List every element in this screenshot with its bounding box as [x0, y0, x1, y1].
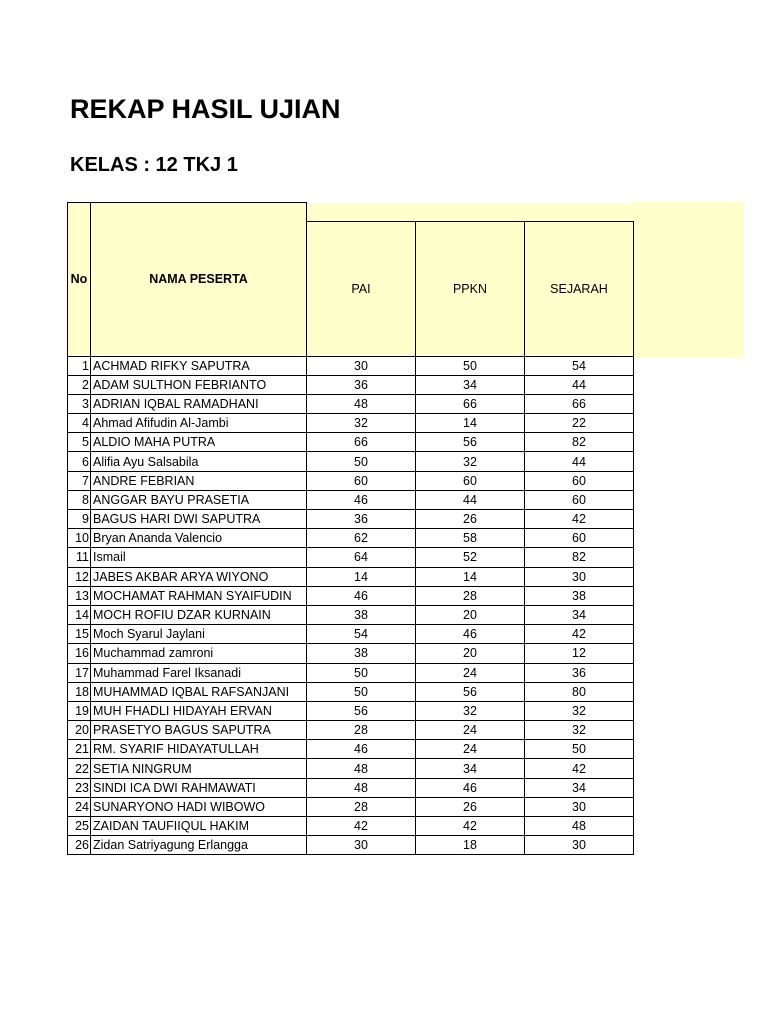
- cell-name: Muhammad Farel Iksanadi: [91, 663, 307, 682]
- table-row: [68, 375, 634, 394]
- cell-no: 26: [68, 836, 91, 855]
- cell-name: Moch Syarul Jaylani: [91, 625, 307, 644]
- cell-no: 2: [68, 375, 91, 394]
- cell-pai: 62: [307, 529, 416, 548]
- table-row: [68, 471, 634, 490]
- table-row: [68, 586, 634, 605]
- cell-no: 23: [68, 778, 91, 797]
- table-row: [68, 605, 634, 624]
- cell-pai: 14: [307, 567, 416, 586]
- cell-sejarah: 42: [525, 759, 634, 778]
- cell-pai: 46: [307, 490, 416, 509]
- cell-no: 20: [68, 721, 91, 740]
- cell-sejarah: 32: [525, 701, 634, 720]
- cell-pai: 50: [307, 663, 416, 682]
- cell-name: ANGGAR BAYU PRASETIA: [91, 490, 307, 509]
- cell-pai: 46: [307, 740, 416, 759]
- cell-ppkn: 20: [416, 644, 525, 663]
- cell-name: Ismail: [91, 548, 307, 567]
- table-row: [68, 778, 634, 797]
- results-table: [67, 202, 634, 855]
- cell-sejarah: 22: [525, 414, 634, 433]
- cell-pai: 28: [307, 721, 416, 740]
- cell-no: 10: [68, 529, 91, 548]
- cell-pai: 54: [307, 625, 416, 644]
- cell-pai: 56: [307, 701, 416, 720]
- cell-name: SUNARYONO HADI WIBOWO: [91, 797, 307, 816]
- cell-ppkn: 32: [416, 452, 525, 471]
- cell-pai: 48: [307, 778, 416, 797]
- cell-pai: 38: [307, 644, 416, 663]
- cell-name: MUH FHADLI HIDAYAH ERVAN: [91, 701, 307, 720]
- cell-no: 8: [68, 490, 91, 509]
- cell-ppkn: 24: [416, 740, 525, 759]
- cell-ppkn: 44: [416, 490, 525, 509]
- cell-name: Muchammad zamroni: [91, 644, 307, 663]
- cell-sejarah: 30: [525, 836, 634, 855]
- table-row: [68, 721, 634, 740]
- cell-ppkn: 56: [416, 682, 525, 701]
- cell-sejarah: 38: [525, 586, 634, 605]
- cell-sejarah: 42: [525, 625, 634, 644]
- cell-name: MOCHAMAT RAHMAN SYAIFUDIN: [91, 586, 307, 605]
- cell-no: 1: [68, 356, 91, 375]
- cell-pai: 50: [307, 452, 416, 471]
- cell-ppkn: 14: [416, 414, 525, 433]
- header-subject-group: [307, 203, 634, 222]
- cell-sejarah: 80: [525, 682, 634, 701]
- cell-sejarah: 48: [525, 817, 634, 836]
- cell-name: SINDI ICA DWI RAHMAWATI: [91, 778, 307, 797]
- cell-no: 9: [68, 510, 91, 529]
- cell-no: 5: [68, 433, 91, 452]
- table-row: [68, 414, 634, 433]
- cell-sejarah: 54: [525, 356, 634, 375]
- cell-ppkn: 50: [416, 356, 525, 375]
- cell-sejarah: 30: [525, 567, 634, 586]
- cell-pai: 48: [307, 759, 416, 778]
- cell-ppkn: 46: [416, 625, 525, 644]
- cell-sejarah: 82: [525, 548, 634, 567]
- cell-ppkn: 26: [416, 797, 525, 816]
- cell-sejarah: 42: [525, 510, 634, 529]
- cell-name: MUHAMMAD IQBAL RAFSANJANI: [91, 682, 307, 701]
- cell-ppkn: 28: [416, 586, 525, 605]
- cell-sejarah: 60: [525, 490, 634, 509]
- cell-pai: 38: [307, 605, 416, 624]
- cell-pai: 60: [307, 471, 416, 490]
- cell-pai: 46: [307, 586, 416, 605]
- cell-ppkn: 24: [416, 663, 525, 682]
- cell-no: 16: [68, 644, 91, 663]
- header-subject-sejarah: SEJARAH: [525, 221, 634, 356]
- cell-ppkn: 14: [416, 567, 525, 586]
- cell-sejarah: 60: [525, 529, 634, 548]
- cell-no: 22: [68, 759, 91, 778]
- cell-pai: 50: [307, 682, 416, 701]
- cell-name: Bryan Ananda Valencio: [91, 529, 307, 548]
- cell-sejarah: 12: [525, 644, 634, 663]
- cell-name: ANDRE FEBRIAN: [91, 471, 307, 490]
- cell-sejarah: 30: [525, 797, 634, 816]
- cell-pai: 30: [307, 356, 416, 375]
- header-subject-pai: PAI: [307, 221, 416, 356]
- cell-ppkn: 26: [416, 510, 525, 529]
- cell-sejarah: 32: [525, 721, 634, 740]
- table-row: [68, 797, 634, 816]
- cell-no: 25: [68, 817, 91, 836]
- cell-name: ZAIDAN TAUFIIQUL HAKIM: [91, 817, 307, 836]
- cell-ppkn: 34: [416, 759, 525, 778]
- table-row: [68, 663, 634, 682]
- cell-no: 15: [68, 625, 91, 644]
- cell-no: 12: [68, 567, 91, 586]
- cell-ppkn: 34: [416, 375, 525, 394]
- cell-sejarah: 34: [525, 778, 634, 797]
- cell-no: 7: [68, 471, 91, 490]
- table-row: [68, 682, 634, 701]
- cell-name: RM. SYARIF HIDAYATULLAH: [91, 740, 307, 759]
- cell-pai: 42: [307, 817, 416, 836]
- table-row: [68, 548, 634, 567]
- table-row: [68, 433, 634, 452]
- cell-sejarah: 66: [525, 394, 634, 413]
- cell-sejarah: 44: [525, 452, 634, 471]
- cell-ppkn: 24: [416, 721, 525, 740]
- cell-no: 17: [68, 663, 91, 682]
- cell-name: ADAM SULTHON FEBRIANTO: [91, 375, 307, 394]
- cell-name: JABES AKBAR ARYA WIYONO: [91, 567, 307, 586]
- cell-no: 4: [68, 414, 91, 433]
- cell-ppkn: 46: [416, 778, 525, 797]
- cell-pai: 64: [307, 548, 416, 567]
- table-row: [68, 490, 634, 509]
- table-row: [68, 817, 634, 836]
- cell-ppkn: 52: [416, 548, 525, 567]
- cell-no: 18: [68, 682, 91, 701]
- cell-no: 21: [68, 740, 91, 759]
- class-subtitle: KELAS : 12 TKJ 1: [70, 154, 238, 176]
- table-row: [68, 567, 634, 586]
- cell-ppkn: 18: [416, 836, 525, 855]
- cell-name: ALDIO MAHA PUTRA: [91, 433, 307, 452]
- table-row: [68, 394, 634, 413]
- cell-ppkn: 56: [416, 433, 525, 452]
- cell-sejarah: 82: [525, 433, 634, 452]
- cell-sejarah: 50: [525, 740, 634, 759]
- cell-no: 13: [68, 586, 91, 605]
- cell-no: 19: [68, 701, 91, 720]
- header-name: NAMA PESERTA: [91, 203, 307, 357]
- cell-sejarah: 36: [525, 663, 634, 682]
- cell-ppkn: 32: [416, 701, 525, 720]
- cell-name: BAGUS HARI DWI SAPUTRA: [91, 510, 307, 529]
- cell-no: 6: [68, 452, 91, 471]
- cell-name: PRASETYO BAGUS SAPUTRA: [91, 721, 307, 740]
- table-row: [68, 644, 634, 663]
- cell-pai: 36: [307, 375, 416, 394]
- cell-no: 11: [68, 548, 91, 567]
- cell-no: 24: [68, 797, 91, 816]
- cell-name: MOCH ROFIU DZAR KURNAIN: [91, 605, 307, 624]
- cell-pai: 36: [307, 510, 416, 529]
- table-row: [68, 740, 634, 759]
- table-row: [68, 356, 634, 375]
- cell-pai: 30: [307, 836, 416, 855]
- cell-pai: 48: [307, 394, 416, 413]
- cell-name: SETIA NINGRUM: [91, 759, 307, 778]
- cell-pai: 32: [307, 414, 416, 433]
- cell-sejarah: 60: [525, 471, 634, 490]
- page-title: REKAP HASIL UJIAN: [70, 94, 341, 124]
- cell-no: 14: [68, 605, 91, 624]
- cell-name: ADRIAN IQBAL RAMADHANI: [91, 394, 307, 413]
- cell-pai: 66: [307, 433, 416, 452]
- cell-name: Ahmad Afifudin Al-Jambi: [91, 414, 307, 433]
- header-subject-ppkn: PPKN: [416, 221, 525, 356]
- header-no: No: [68, 203, 91, 357]
- table-row: [68, 510, 634, 529]
- cell-name: Alifia Ayu Salsabila: [91, 452, 307, 471]
- cell-pai: 28: [307, 797, 416, 816]
- cell-ppkn: 66: [416, 394, 525, 413]
- cell-ppkn: 60: [416, 471, 525, 490]
- cell-name: Zidan Satriyagung Erlangga: [91, 836, 307, 855]
- cell-name: ACHMAD RIFKY SAPUTRA: [91, 356, 307, 375]
- table-row: [68, 625, 634, 644]
- cell-ppkn: 42: [416, 817, 525, 836]
- cell-ppkn: 58: [416, 529, 525, 548]
- table-body: [68, 356, 634, 855]
- table-row: [68, 759, 634, 778]
- header-fill-extension: [634, 202, 744, 357]
- cell-sejarah: 44: [525, 375, 634, 394]
- cell-ppkn: 20: [416, 605, 525, 624]
- table-row: [68, 529, 634, 548]
- table-row: [68, 836, 634, 855]
- cell-no: 3: [68, 394, 91, 413]
- table-row: [68, 452, 634, 471]
- table-row: [68, 701, 634, 720]
- cell-sejarah: 34: [525, 605, 634, 624]
